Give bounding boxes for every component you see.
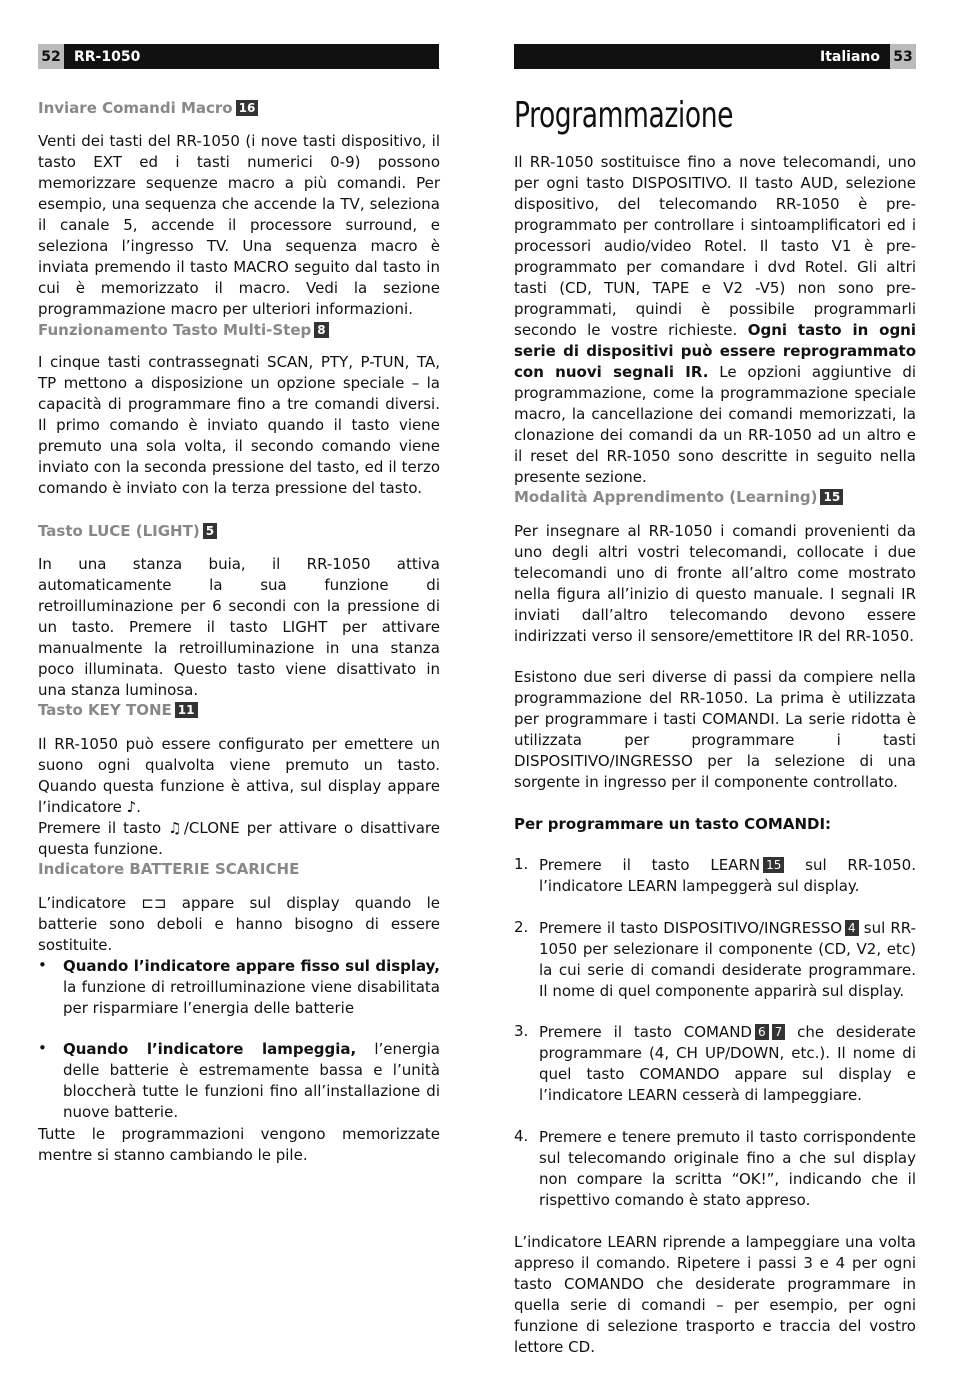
learning-paragraph-1: Per insegnare al RR-1050 i comandi provenienti da uno degli altri vostri telecomandi, collocate i due telecomandi uno di fronte all’altro come mostrato nella figura all’inizio di questo manuale. I segnali IR inviati dall’altro telecomando devono essere indirizzati verso il sensore/emettitore IR del RR-1050. <box>514 522 916 645</box>
badge: 4 <box>845 920 859 936</box>
badge: 8 <box>314 322 328 338</box>
section-body-battery: L’indicatore ⊏⊐ appare sul display quando le batterie sono deboli e hanno bisogno di essere sostituite. <box>38 894 440 954</box>
section-title-battery: Indicatore BATTERIE SCARICHE <box>38 860 300 878</box>
section-body-macro: Venti dei tasti del RR-1050 (i nove tasti dispositivo, il tasto EXT ed i tasti numerici 0-9) possono memorizzare sequenze macro a più comandi. Per esempio, una sequenza che accende la TV, seleziona il canale 5, accende il processore surround, e seleziona l’ingresso TV. Una sequenza macro è inviata premendo il tasto MACRO seguito dal tasto in cui è memorizzato il macro. Vedi la sezione programmazione macro per ulteriori informazioni. <box>38 132 440 318</box>
bullet-icon: • <box>38 956 47 974</box>
closing-note: Tutte le programmazioni vengono memorizzate mentre si stanno cambiando le pile. <box>38 1125 440 1164</box>
badge: 16 <box>236 100 259 116</box>
badge: 15 <box>763 857 784 873</box>
page-title: Programmazione <box>514 95 734 136</box>
section-title-light: Tasto LUCE (LIGHT) 5 <box>38 521 217 541</box>
header-bar-right <box>514 44 916 69</box>
language-label: Italiano <box>820 48 880 65</box>
page-number-left: 52 <box>38 44 64 69</box>
badge: 7 <box>772 1024 786 1040</box>
bullet-icon: • <box>38 1039 47 1057</box>
learning-paragraph-2: Esistono due seri diverse di passi da compiere nella programmazione del RR-1050. La prima è utilizzata per programmare i tasti COMANDI. La serie ridotta è utilizzata per programmare i tasti DISPOSITIVO/INGRESSO per la selezione di una sorgente in ingresso per il componente controllato. <box>514 668 916 791</box>
badge: 15 <box>820 489 843 505</box>
section-body-keytone: Il RR-1050 può essere configurato per emettere un suono ogni qualvolta viene premuto un tasto. Quando questa funzione è attiva, sul display appare l’indicatore ♪. Premere il tasto ♫/CLONE per attivare o disattivare questa funzione. <box>38 735 440 858</box>
intro-paragraph: Il RR-1050 sostituisce fino a nove telecomandi, uno per ogni tasto DISPOSITIVO. Il tasto AUD, selezione dispositivo, del telecomando RR-1050 è pre-programmato per controllare i sintoamplificatori ed i processori audio/video Rotel. Il tasto V1 è pre-programmato per comandare i dvd Rotel. Gli altri tasti (CD, TUN, TAPE e V2 -V5) non sono pre-programmati, quindi è possibile programmarli secondo le vostre richieste. Ogni tasto in ogni serie di dispositivi può essere reprogrammato con nuovi segnali IR. Le opzioni aggiuntive di programmazione, come la programmazione speciale macro, la cancellazione dei comandi memorizzati, la clonazione dei comandi da un RR-1050 ad un altro e il reset del RR-1050 sono descritte in seguito nella presente sezione. <box>514 153 917 486</box>
section-title-keytone: Tasto KEY TONE 11 <box>38 700 198 720</box>
header-bar-left <box>38 44 439 69</box>
closing-paragraph: L’indicatore LEARN riprende a lampeggiare una volta appreso il comando. Ripetere i passi 3 e 4 per ogni tasto COMANDO che desiderate programmare in quella serie di comandi – per esempio, per ogni funzione di selezione trasporto e traccia del vostro lettore CD. <box>514 1233 916 1356</box>
section-title-learning: Modalità Apprendimento (Learning) 15 <box>514 487 843 507</box>
section-body-multistep: I cinque tasti contrassegnati SCAN, PTY, P-TUN, TA, TP mettono a disposizione un opzione speciale – la capacità di programmare fino a tre comandi diversi. Il primo comando è inviato quando il tasto viene premuto una sola volta, il secondo comando viene inviato con la seconda pressione del tasto, ed il terzo comando è inviato con la terza pressione del tasto. <box>38 353 440 497</box>
badge: 6 <box>755 1024 769 1040</box>
section-body-light: In una stanza buia, il RR-1050 attiva automaticamente la sua funzione di retroilluminazione per 6 secondi con la pressione di un tasto. Premere il tasto LIGHT per attivare manualmente la retroilluminazione in una stanza poco illuminata. Questo tasto viene disattivato in una stanza luminosa. <box>38 555 440 699</box>
model-label: RR-1050 <box>74 48 141 65</box>
badge: 5 <box>203 523 217 539</box>
section-title-multistep: Funzionamento Tasto Multi-Step 8 <box>38 320 329 340</box>
badge: 11 <box>175 702 198 718</box>
page-number-right: 53 <box>890 44 916 69</box>
section-title-macro: Inviare Comandi Macro 16 <box>38 98 258 118</box>
steps-title: Per programmare un tasto COMANDI: <box>514 815 832 833</box>
